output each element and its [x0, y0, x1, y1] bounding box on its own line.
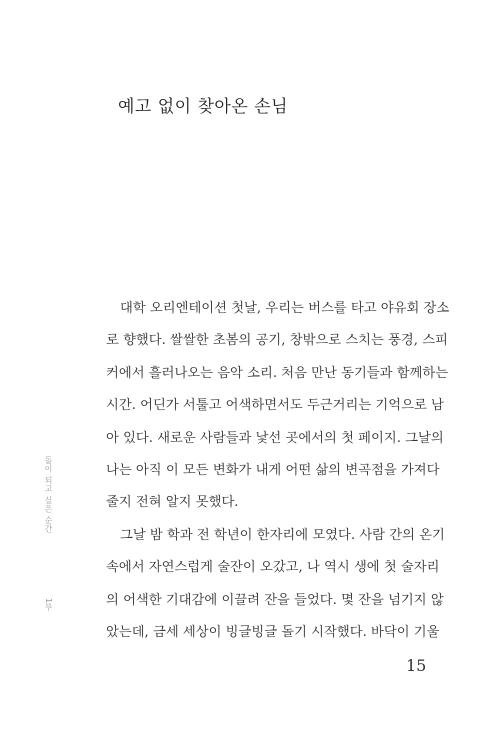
page-number: 15	[406, 656, 427, 675]
text-line: 았는데, 금세 세상이 빙글빙글 돌기 시작했다. 바닥이 기울	[106, 624, 440, 640]
text-line: 커에서 흘러나오는 음악 소리. 처음 만난 동기들과 함께하는	[106, 365, 449, 381]
text-line: 의 어색한 기대감에 이끌려 잔을 들었다. 몇 잔을 넘기지 않	[106, 592, 444, 608]
text-line: 대학 오리엔테이션 첫날, 우리는 버스를 타고 야유회 장소	[120, 301, 450, 316]
text-line: 속에서 자연스럽게 술잔이 오갔고, 나 역시 생에 첫 술자리	[106, 560, 440, 576]
text-line: 나는 아직 이 모든 변화가 내게 어떤 삶의 변곡점을 가져다	[106, 462, 440, 478]
part-label: 1부	[44, 598, 53, 612]
text-line: 줄지 전혀 알지 못했다.	[106, 495, 239, 511]
text-line: 로 향했다. 쌀쌀한 초봄의 공기, 창밖으로 스치는 풍경, 스피	[106, 333, 448, 349]
text-line: 시간. 어딘가 서툴고 어색하면서도 두근거리는 기억으로 남	[106, 398, 444, 414]
running-head: 돌이 되고 싶은 순간	[44, 456, 53, 534]
body-text	[106, 293, 450, 649]
text-line: 아 있다. 새로운 사람들과 낯선 곳에서의 첫 페이지. 그날의	[106, 430, 444, 446]
chapter-title: 예고 없이 찾아온 손님	[118, 97, 289, 117]
text-line: 그날 밤 학과 전 학년이 한자리에 모였다. 사람 간의 온기	[120, 527, 445, 543]
